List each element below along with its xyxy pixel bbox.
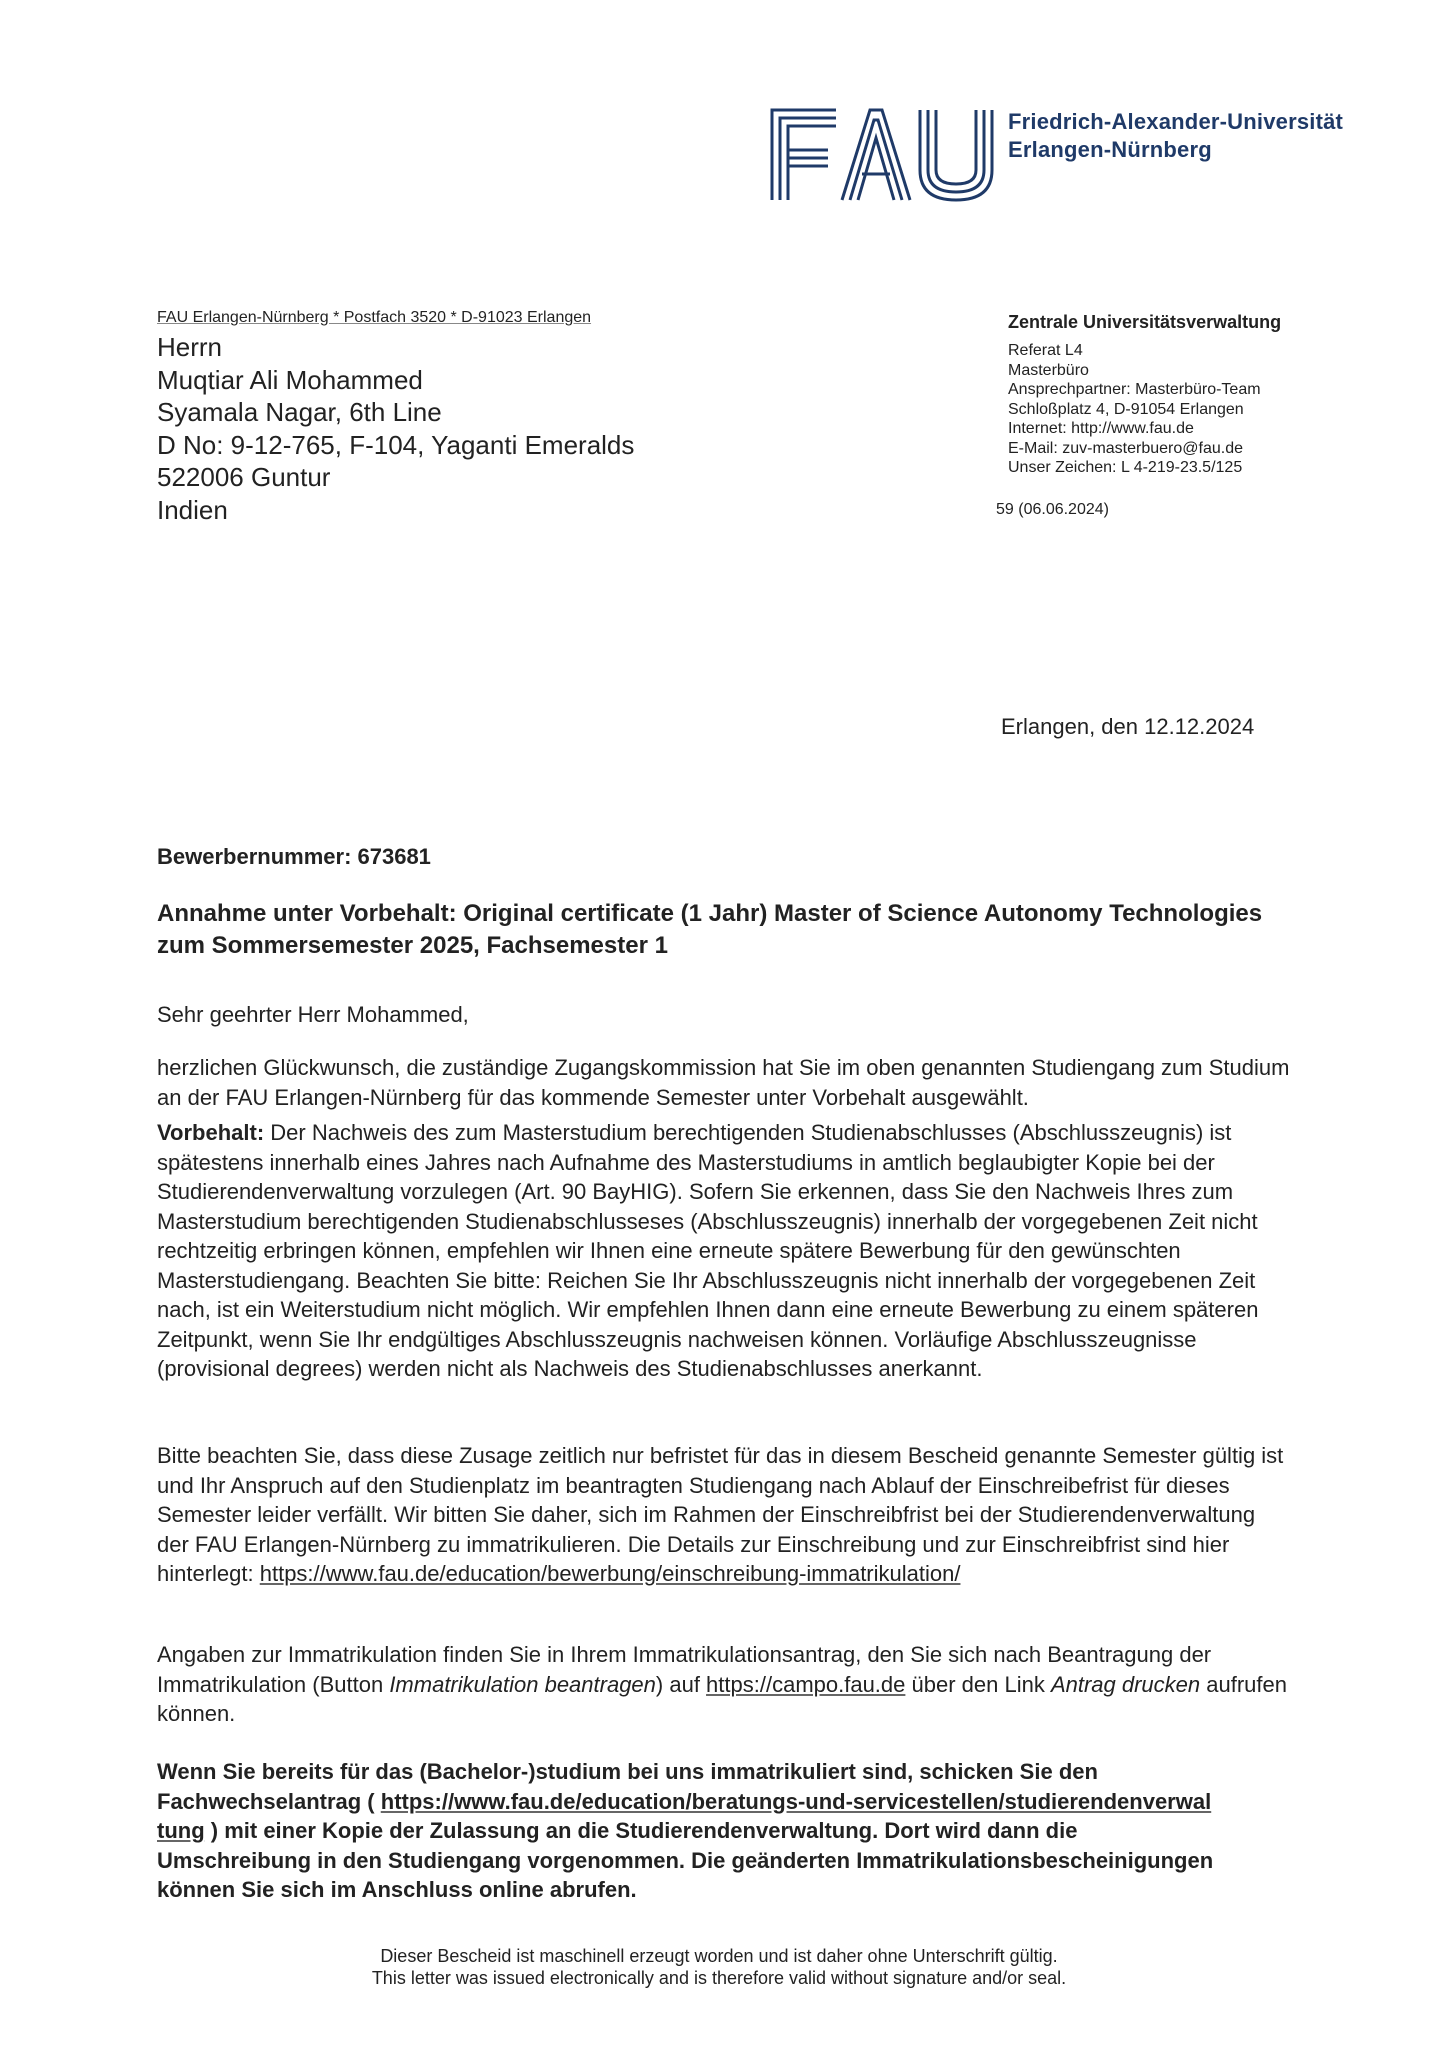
- change-text: ) mit einer Kopie der Zulassung an die Studierendenverwaltung. Dort wird dann die Umschreibung in den Studiengang vorgenommen. Die geänderten Immatrikulationsbescheinigungen können Sie sich im Anschluss online abrufen.: [157, 1818, 1214, 1902]
- immat-link-name: Antrag drucken: [1050, 1671, 1201, 1697]
- reservation-label: Vorbehalt:: [157, 1120, 265, 1145]
- immat-text: aufrufen können.: [157, 1671, 1287, 1726]
- recipient-line: Indien: [157, 494, 228, 525]
- immat-text: ) auf: [655, 1671, 707, 1697]
- paragraph-reservation: [157, 1118, 1297, 1384]
- change-form-link[interactable]: https://www.fau.de/education/beratungs-und-servicestellen/studierendenverwaltung: [157, 1788, 1212, 1843]
- enrollment-link[interactable]: https://www.fau.de/education/bewerbung/einschreibung-immatrikulation/: [259, 1561, 961, 1586]
- recipient-address: [157, 331, 634, 527]
- office-line: Masterbüro: [1008, 361, 1089, 379]
- footer-line-de: Dieser Bescheid ist maschinell erzeugt worden und ist daher ohne Unterschrift gültig.: [380, 1946, 1058, 1966]
- footer: [0, 1945, 1438, 1989]
- paragraph-immatrikulation: [157, 1640, 1297, 1729]
- campo-link[interactable]: https://campo.fau.de: [706, 1671, 906, 1697]
- office-line: Internet: http://www.fau.de: [1008, 420, 1194, 437]
- recipient-line: Muqtiar Ali Mohammed: [157, 364, 423, 395]
- office-line: Schloßplatz 4, D-91054 Erlangen: [1008, 400, 1244, 418]
- office-line: Referat L4: [1008, 342, 1083, 359]
- change-text: Wenn Sie bereits für das (Bachelor-)studium bei uns immatrikuliert sind, schicken Sie den Fachwechselantrag (: [157, 1759, 1098, 1814]
- reservation-text: Der Nachweis des zum Masterstudium berechtigenden Studienabschlusses (Abschlusszeugnis) ist spätestens innerhalb eines Jahres nach Aufnahme des Masterstudiums in amtlich beglaubigter Kopie bei der Studierendenverwaltung vorzulegen (Art. 90 BayHIG). Sofern Sie erkennen, dass Sie den Nachweis Ihres zum Masterstudium berechtigenden Studienabschlusseses (Abschlusszeugnis) innerhalb der vorgegebenen Zeit nicht rechtzeitig erbringen können, empfehlen wir Ihnen eine erneute spätere Bewerbung für den gewünschten Masterstudiengang. Beachten Sie bitte: Reichen Sie Ihr Abschlusszeugnis nicht innerhalb der vorgegebenen Zeit nach, ist ein Weiterstudium nicht möglich. Wir empfehlen Ihnen dann eine erneute Bewerbung zu einem späteren Zeitpunkt, wenn Sie Ihr endgültiges Abschlusszeugnis nachweisen können. Vorläufige Abschlusszeugnisse (provisional degrees) werden nicht als Nachweis des Studienabschlusses anerkannt.: [157, 1120, 1259, 1381]
- paragraph-selection: herzlichen Glückwunsch, die zuständige Zugangskommission hat Sie im oben genannten Studiengang zum Studium an der FAU Erlangen-Nürnberg für das kommende Semester unter Vorbehalt ausgewählt.: [157, 1055, 1290, 1110]
- applicant-number: Bewerbernummer: 673681: [157, 844, 431, 869]
- office-line: Ansprechpartner: Masterbüro-Team: [1008, 381, 1261, 398]
- university-name: [1008, 108, 1343, 164]
- sender-line: FAU Erlangen-Nürnberg * Postfach 3520 * D-91023 Erlangen: [157, 309, 592, 326]
- university-name-line2: Erlangen-Nürnberg: [1008, 137, 1212, 162]
- recipient-line: 522006 Guntur: [157, 462, 331, 493]
- paragraph-enrollment: [157, 1441, 1292, 1589]
- immat-text: Angaben zur Immatrikulation finden Sie in Ihrem Immatrikulationsantrag, den Sie sich nach Beantragung der Immatrikulation (Button: [157, 1642, 1212, 1697]
- salutation: Sehr geehrter Herr Mohammed,: [157, 1002, 469, 1027]
- recipient-line: Syamala Nagar, 6th Line: [157, 397, 442, 428]
- office-line: Unser Zeichen: L 4-219-23.5/125: [1008, 459, 1243, 476]
- paragraph-course-change: [157, 1757, 1217, 1905]
- office-line: E-Mail: zuv-masterbuero@fau.de: [1008, 439, 1243, 457]
- university-name-line1: Friedrich-Alexander-Universität: [1008, 109, 1344, 134]
- recipient-line: D No: 9-12-765, F-104, Yaganti Emeralds: [157, 429, 635, 460]
- footer-line-en: This letter was issued electronically and is therefore valid without signature and/or seal.: [371, 1968, 1067, 1988]
- immat-text: über den Link: [905, 1671, 1051, 1697]
- enrollment-text: Bitte beachten Sie, dass diese Zusage zeitlich nur befristet für das in diesem Bescheid genannte Semester gültig ist und Ihr Anspruch auf den Studienplatz im beantragten Studiengang nach Ablauf der Einschreibefrist für dieses Semester leider verfällt. Wir bitten Sie daher, sich im Rahmen der Einschreibfrist bei der Studierendenverwaltung der FAU Erlangen-Nürnberg zu immatrikulieren. Die Details zur Einschreibung und zur Einschreibfrist sind hier hinterlegt:: [157, 1443, 1284, 1586]
- immat-button-name: Immatrikulation beantragen: [389, 1671, 656, 1697]
- recipient-line: Herrn: [157, 332, 223, 362]
- office-block: [1008, 309, 1281, 478]
- date-line: Erlangen, den 12.12.2024: [1001, 714, 1255, 739]
- fau-logo: [770, 108, 1002, 202]
- subject: Annahme unter Vorbehalt: Original certificate (1 Jahr) Master of Science Autonomy Technologies zum Sommersemester 2025, Fachsemester 1: [157, 900, 1263, 959]
- office-heading: Zentrale Universitätsverwaltung: [1008, 312, 1282, 332]
- reference-number: 59 (06.06.2024): [996, 501, 1109, 518]
